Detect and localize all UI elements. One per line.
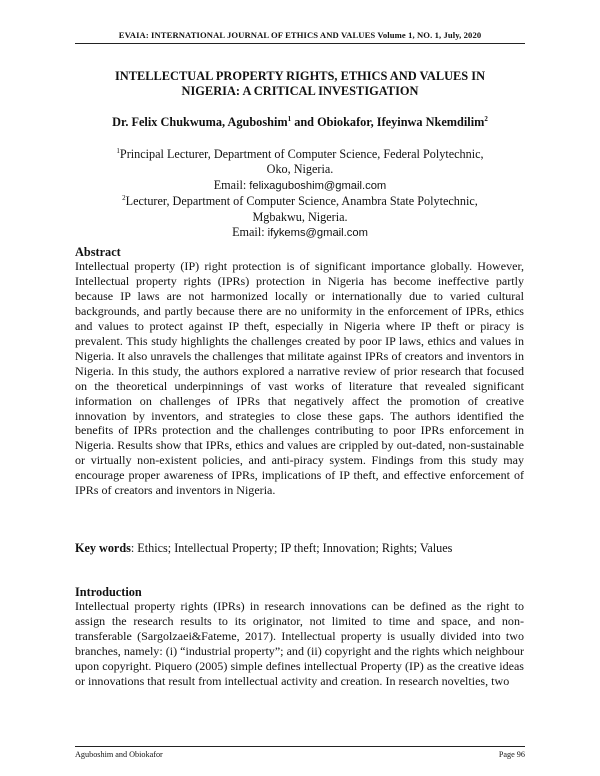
affiliation-2-line-1	[75, 194, 525, 209]
title-line-2: NIGERIA: A CRITICAL INVESTIGATION	[181, 84, 419, 98]
title-line-1: INTELLECTUAL PROPERTY RIGHTS, ETHICS AND VALUES IN	[114, 69, 486, 83]
affiliation-2-line-2: Mgbakwu, Nigeria.	[252, 209, 348, 224]
introduction-heading: Introduction	[75, 585, 142, 599]
affiliation-2-text: Lecturer, Department of Computer Science, Anambra State Polytechnic,	[125, 194, 478, 209]
affiliations	[75, 147, 525, 241]
abstract-heading: Abstract	[75, 245, 121, 259]
affiliation-1-email-line	[75, 178, 525, 194]
author-2: Obiokafor, Ifeyinwa Nkemdilim	[317, 115, 485, 129]
affiliation-1-line-1	[75, 147, 525, 162]
keywords	[75, 541, 525, 556]
keywords-text: : Ethics; Intellectual Property; IP theft; Innovation; Rights; Values	[130, 541, 453, 555]
affiliation-1-email[interactable]: felixaguboshim@gmail.com	[249, 179, 387, 192]
page-number: Page 96	[498, 750, 525, 759]
author-conjunction: and	[291, 115, 318, 129]
paper-title	[75, 69, 525, 99]
affiliation-1-email-label: Email:	[213, 177, 250, 192]
affiliation-2-email-line	[75, 225, 525, 241]
keywords-label: Key words	[75, 541, 131, 555]
affiliation-2-email-label: Email:	[232, 225, 268, 240]
footer-authors: Aguboshim and Obiokafor	[75, 750, 163, 759]
author-1-mark: 1	[287, 115, 292, 123]
abstract-text: Intellectual property (IP) right protection is of significant importance globally. However, Intellectual property rights (IPRs) protection in Nigeria has become ineffective partly because IP laws are not harmonized locally or internationally due to varied cultural backgrounds, and partly because there are no uniformity in the enforcement of IPRs, ethics and values to protect against IP theft, especially in Nigeria where IP theft or piracy is prevalent. This study highlights the challenges created by poor IP laws, ethics and values in Nigeria. It also unravels the challenges that militate against IPRs of creators and inventors in Nigeria. In this study, the authors explored a narrative review of prior research that focused on the theoretical underpinnings of vast works of literature that revealed significant information on challenges of IPRs that negatively affect the promotion of creative innovation by inventors, and strategies to close these gaps. The authors identified the benefits of IPRs protection and the challenges contributing to poor IPRs enforcement in Nigeria. Results show that IPRs, ethics and values are crippled by out-dated, non-sustainable or virtually non-existent policies, and anti-piracy system. Findings from this study may encourage proper awareness of IPRs, implications of IP theft, and effective enforcement of IPRs of creators and inventors in Nigeria.	[75, 259, 524, 498]
running-head: EVAIA: INTERNATIONAL JOURNAL OF ETHICS AND VALUES Volume 1, NO. 1, July, 2020	[75, 30, 525, 44]
affiliation-1-line-2: Oko, Nigeria.	[266, 162, 334, 177]
affiliation-1-text: Principal Lecturer, Department of Computer Science, Federal Polytechnic,	[119, 147, 484, 161]
introduction-text: Intellectual property rights (IPRs) in research innovations can be defined as the right to assign the research results to its originator, not limited to time and space, and non-transferable (Sargolzaei&Fateme, 2017). Intellectual property is usually divided into two branches, namely: (i) “industrial property”; and (ii) copyright and the rights which neighbour upon copyright. Piquero (2005) simple defines intellectual Property (IP) as the creative ideas or innovations that result from intellectual activity and creation. In research novelties, two	[75, 599, 524, 688]
affiliation-2-mark: 2	[122, 194, 126, 203]
author-1: Dr. Felix Chukwuma, Aguboshim	[112, 115, 288, 129]
author-2-mark: 2	[484, 115, 488, 123]
affiliation-1-mark: 1	[116, 147, 120, 155]
author-line	[75, 115, 525, 130]
affiliation-2-email[interactable]: ifykems@gmail.com	[267, 227, 368, 240]
page-footer	[75, 746, 525, 759]
